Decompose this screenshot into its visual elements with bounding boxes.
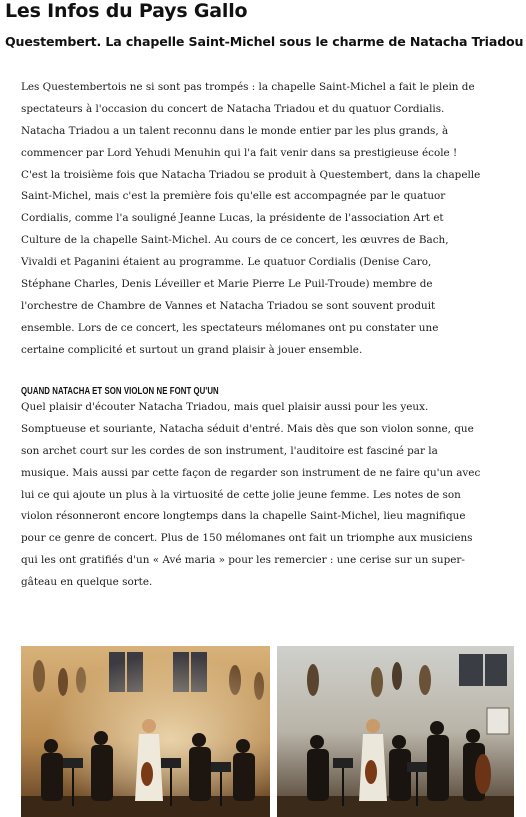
paragraph-line: lui ce qui ajoute un plus à la virtuosité de cette jolie jeune femme. Les notes de son [21,488,461,501]
paragraph-line: certaine complicité et surtout un grand plaisir à jouer ensemble. [21,343,363,356]
paragraph-line: qui les ont gratifiés d'un « Avé maria » pour les remercier : une cerise sur un super- [21,554,465,567]
paragraph-line: Cordialis, comme l'a souligné Jeanne Lucas, la présidente de l'association Art et [21,212,444,225]
paragraph-line: gâteau en quelque sorte. [21,576,153,589]
article-title: Questembert. La chapelle Saint-Michel sous le charme de Natacha Triadou [5,34,524,49]
paragraph-line: son archet court sur les cordes de son instrument, l'auditoire est fasciné par la [21,444,438,457]
paragraph-line: spectateurs à l'occasion du concert de Natacha Triadou et du quatuor Cordialis. [21,102,445,115]
paragraph-line: Culture de la chapelle Saint-Michel. Au cours de ce concert, les œuvres de Bach, [21,234,449,247]
paragraph-line: l'orchestre de Chambre de Vannes et Natacha Triadou se sont souvent produit [21,299,436,312]
paragraph-line: Somptueuse et souriante, Natacha séduit d'entré. Mais dès que son violon sonne, que [21,422,474,435]
site-title: Les Infos du Pays Gallo [5,0,248,22]
paragraph-line: Quel plaisir d'écouter Natacha Triadou, mais quel plaisir aussi pour les yeux. [21,401,429,413]
concert-photo-2 [277,646,514,817]
paragraph-line: Vivaldi et Paganini étaient au programme. Le quatuor Cordialis (Denise Caro, [21,256,432,269]
concert-photo-2-image [277,646,514,817]
paragraph-line: Stéphane Charles, Denis Léveiller et Marie Pierre Le Puil-Troude) membre de [21,278,433,291]
paragraph-line: C'est la troisième fois que Natacha Triadou se produit à Questembert, dans la chapelle [21,168,481,181]
paragraph-line: pour ce genre de concert. Plus de 150 mélomanes ont fait un triomphe aux musiciens [21,532,473,545]
paragraph-line: violon résonneront encore longtemps dans la chapelle Saint-Michel, lieu magnifique [21,510,466,523]
article-paragraph-2 [21,397,480,594]
paragraph-line: ensemble. Lors de ce concert, les spectateurs mélomanes ont pu constater une [21,321,439,334]
paragraph-line: Saint-Michel, mais c'est la première fois qu'elle est accompagnée par le quatuor [21,190,446,203]
paragraph-line: Les Questembertois ne si sont pas trompés : la chapelle Saint-Michel a fait le plein de [21,81,475,93]
concert-photo-1-image [21,646,270,817]
article-subheading: QUAND NATACHA ET SON VIOLON NE FONT QU'UN [21,386,219,397]
paragraph-line: musique. Mais aussi par cette façon de regarder son instrument de ne faire qu'un avec [21,466,481,479]
concert-photo-1 [21,646,270,817]
paragraph-line: commencer par Lord Yehudi Menuhin qui l'a fait venir dans sa prestigieuse école ! [21,146,458,159]
paragraph-line: Natacha Triadou a un talent reconnu dans le monde entier par les plus grands, à [21,124,449,137]
article-paragraph-1 [21,77,480,362]
